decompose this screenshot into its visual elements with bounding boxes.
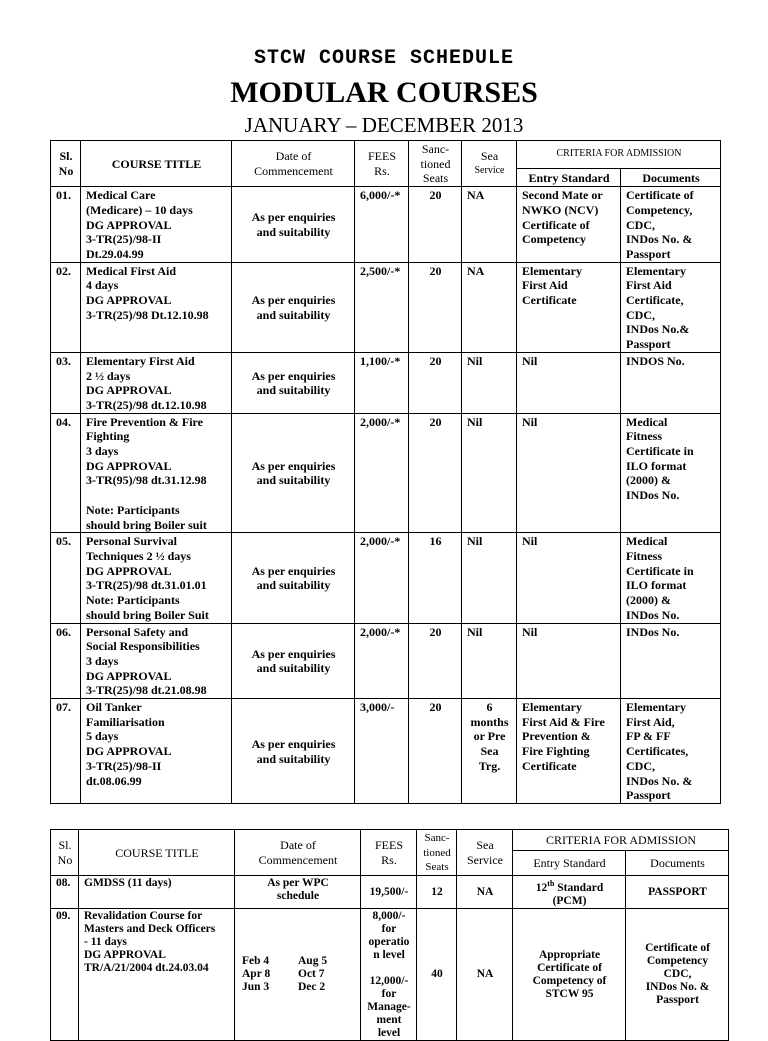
cell-sea-service: 6 months or Pre Sea Trg. xyxy=(462,699,517,804)
table-row xyxy=(51,187,721,263)
col-header-sl-no: Sl. No xyxy=(51,141,81,187)
cell-sea-service: Nil xyxy=(462,352,517,413)
table-row xyxy=(51,533,721,623)
cell-sl-no: 08. xyxy=(51,876,79,909)
cell-sl-no: 06. xyxy=(51,623,81,699)
cell-entry-standard: Nil xyxy=(517,413,621,533)
schedule-heading: STCW COURSE SCHEDULE xyxy=(253,47,515,70)
cell-date: As per enquiries and suitability xyxy=(232,699,355,804)
col-header-fees: FEES Rs. xyxy=(355,141,409,187)
cell-documents: Certificate of Competency CDC, INDos No. & Passport xyxy=(626,908,729,1040)
cell-course-title: Elementary First Aid 2 ½ days DG APPROVAL 3-TR(25)/98 dt.12.10.98 xyxy=(81,352,232,413)
cell-date xyxy=(235,908,361,1040)
cell-documents: Elementary First Aid Certificate, CDC, INDos No.& Passport xyxy=(621,262,721,352)
cell-fees: 6,000/-* xyxy=(355,187,409,263)
cell-entry-standard: Appropriate Certificate of Competency of STCW 95 xyxy=(513,908,626,1040)
cell-sl-no: 07. xyxy=(51,699,81,804)
cell-fees: 3,000/- xyxy=(355,699,409,804)
cell-seats: 20 xyxy=(409,699,462,804)
cell-sl-no: 01. xyxy=(51,187,81,263)
entry-standard-number: 12 xyxy=(535,881,548,894)
col-header-date: Date of Commencement xyxy=(235,830,361,876)
cell-course-title: GMDSS (11 days) xyxy=(79,876,235,909)
cell-course-title: Fire Prevention & Fire Fighting 3 days DG APPROVAL 3-TR(95)/98 dt.31.12.98 Note: Participants should bring Boiler suit xyxy=(81,413,232,533)
modular-courses-table xyxy=(50,140,721,804)
cell-seats: 20 xyxy=(409,413,462,533)
table-row xyxy=(51,623,721,699)
cell-date: As per enquiries and suitability xyxy=(232,187,355,263)
col-header-entry-standard: Entry Standard xyxy=(513,850,626,875)
cell-entry-standard xyxy=(513,876,626,909)
cell-sl-no: 04. xyxy=(51,413,81,533)
cell-date: As per WPC schedule xyxy=(235,876,361,909)
cell-seats: 20 xyxy=(409,352,462,413)
cell-sl-no: 09. xyxy=(51,908,79,1040)
table-row xyxy=(51,413,721,533)
col-header-seats: Sanc- tioned Seats xyxy=(409,141,462,187)
cell-documents: Certificate of Competency, CDC, INDos No. & Passport xyxy=(621,187,721,263)
cell-entry-standard: Elementary First Aid & Fire Prevention & Fire Fighting Certificate xyxy=(517,699,621,804)
cell-fees: 8,000/- for operatio n level 12,000/- for Manage- ment level xyxy=(361,908,417,1040)
cell-date: As per enquiries and suitability xyxy=(232,533,355,623)
col-header-course-title: COURSE TITLE xyxy=(81,141,232,187)
cell-sea-service: NA xyxy=(462,187,517,263)
cell-entry-standard: Second Mate or NWKO (NCV) Certificate of Competency xyxy=(517,187,621,263)
service-label: Service xyxy=(474,165,505,177)
cell-course-title: Oil Tanker Familiarisation 5 days DG APPROVAL 3-TR(25)/98-II dt.08.06.99 xyxy=(81,699,232,804)
col-header-sea-service xyxy=(462,141,517,187)
page-title: MODULAR COURSES xyxy=(230,76,538,109)
period-subtitle: JANUARY – DECEMBER 2013 xyxy=(244,113,524,137)
cell-sea-service: Nil xyxy=(462,413,517,533)
table-row xyxy=(51,876,729,909)
cell-fees: 2,000/-* xyxy=(355,533,409,623)
date-item: Feb 4 xyxy=(242,955,270,968)
cell-entry-standard: Nil xyxy=(517,623,621,699)
col-header-sea-service: Sea Service xyxy=(457,830,513,876)
cell-course-title: Personal Survival Techniques 2 ½ days DG APPROVAL 3-TR(25)/98 dt.31.01.01 Note: Participants should bring Boiler Suit xyxy=(81,533,232,623)
cell-sea-service: Nil xyxy=(462,623,517,699)
cell-course-title: Medical First Aid 4 days DG APPROVAL 3-TR(25)/98 Dt.12.10.98 xyxy=(81,262,232,352)
cell-fees: 19,500/- xyxy=(361,876,417,909)
table-row xyxy=(51,699,721,804)
cell-sea-service: NA xyxy=(462,262,517,352)
col-header-documents: Documents xyxy=(621,168,721,186)
table-row xyxy=(51,908,729,1040)
col-header-date: Date of Commencement xyxy=(232,141,355,187)
date-item: Oct 7 xyxy=(298,968,325,981)
cell-sl-no: 05. xyxy=(51,533,81,623)
cell-seats: 40 xyxy=(417,908,457,1040)
cell-course-title: Personal Safety and Social Responsibilities 3 days DG APPROVAL 3-TR(25)/98 dt.21.08.98 xyxy=(81,623,232,699)
cell-seats: 16 xyxy=(409,533,462,623)
col-header-seats: Sanc- tioned Seats xyxy=(417,830,457,876)
cell-sea-service: Nil xyxy=(462,533,517,623)
cell-documents: Medical Fitness Certificate in ILO format (2000) & INDos No. xyxy=(621,533,721,623)
cell-entry-standard: Nil xyxy=(517,352,621,413)
table-row xyxy=(51,352,721,413)
date-item: Apr 8 xyxy=(242,968,271,981)
cell-course-title: Revalidation Course for Masters and Deck Officers - 11 days DG APPROVAL TR/A/21/2004 dt.24.03.04 xyxy=(79,908,235,1040)
cell-sl-no: 03. xyxy=(51,352,81,413)
cell-date: As per enquiries and suitability xyxy=(232,262,355,352)
cell-seats: 20 xyxy=(409,187,462,263)
col-header-fees: FEES Rs. xyxy=(361,830,417,876)
cell-date: As per enquiries and suitability xyxy=(232,352,355,413)
cell-date: As per enquiries and suitability xyxy=(232,623,355,699)
cell-documents: PASSPORT xyxy=(626,876,729,909)
cell-fees: 2,000/-* xyxy=(355,623,409,699)
date-item: Aug 5 xyxy=(298,955,328,968)
cell-fees: 1,100/-* xyxy=(355,352,409,413)
cell-seats: 20 xyxy=(409,623,462,699)
entry-standard-suffix: th xyxy=(547,879,555,889)
cell-entry-standard: Nil xyxy=(517,533,621,623)
cell-documents: Elementary First Aid, FP & FF Certificates, CDC, INDos No. & Passport xyxy=(621,699,721,804)
cell-fees: 2,500/-* xyxy=(355,262,409,352)
col-header-documents: Documents xyxy=(626,850,729,875)
cell-documents: INDos No. xyxy=(621,623,721,699)
sea-label: Sea xyxy=(480,149,499,164)
cell-seats: 12 xyxy=(417,876,457,909)
cell-seats: 20 xyxy=(409,262,462,352)
cell-sl-no: 02. xyxy=(51,262,81,352)
date-item: Dec 2 xyxy=(298,981,326,994)
cell-sea-service: NA xyxy=(457,908,513,1040)
cell-course-title: Medical Care (Medicare) – 10 days DG APPROVAL 3-TR(25)/98-II Dt.29.04.99 xyxy=(81,187,232,263)
cell-entry-standard: Elementary First Aid Certificate xyxy=(517,262,621,352)
cell-documents: INDOS No. xyxy=(621,352,721,413)
cell-documents: Medical Fitness Certificate in ILO format (2000) & INDos No. xyxy=(621,413,721,533)
col-header-entry-standard: Entry Standard xyxy=(517,168,621,186)
entry-standard-text: Standard (PCM) xyxy=(552,881,604,907)
date-item: Jun 3 xyxy=(242,981,270,994)
cell-fees: 2,000/-* xyxy=(355,413,409,533)
col-header-sl-no: Sl. No xyxy=(51,830,79,876)
col-header-course-title: COURSE TITLE xyxy=(79,830,235,876)
table-row xyxy=(51,262,721,352)
cell-sea-service: NA xyxy=(457,876,513,909)
commencement-dates xyxy=(240,955,356,994)
courses-table-2 xyxy=(50,829,729,1041)
col-header-criteria: CRITERIA FOR ADMISSION xyxy=(513,830,729,851)
col-header-criteria: CRITERIA FOR ADMISSION xyxy=(517,141,721,169)
cell-date: As per enquiries and suitability xyxy=(232,413,355,533)
